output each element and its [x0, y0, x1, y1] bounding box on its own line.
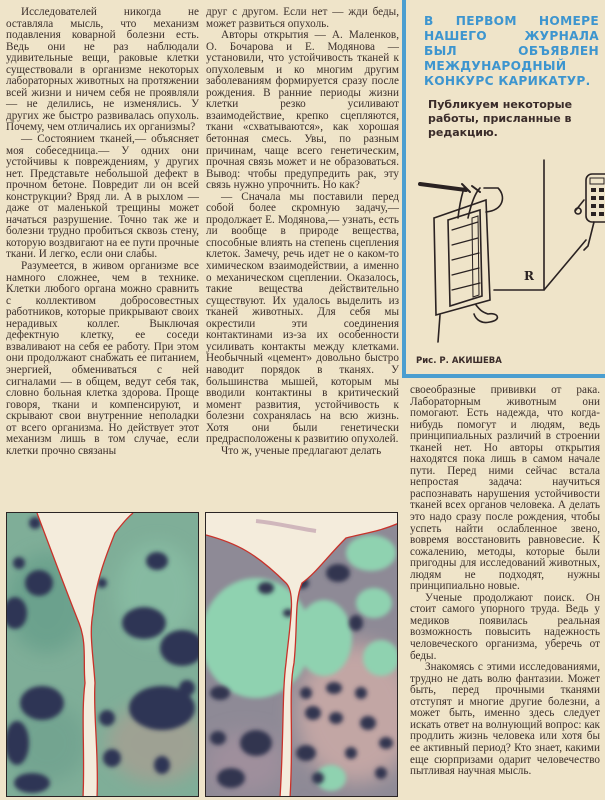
- paragraph: — Состоянием тканей,— объясняет моя собеседница.— У одних они устойчивы к повреждениям, у других нет. Представьте небольшой дефект в прочном бетоне. Повредит ли он всей конструкции? Вряд ли. А в рыхлом — даже от маленькой трещины может начаться разрушение. Точно так же и болезни трудно пробиться сквозь стену, которую воздвигают на ее пути прочные ткани. И легко, если они слабы.: [6, 133, 199, 261]
- paragraph: Знакомясь с этими исследованиями, трудно не дать волю фантазии. Может быть, перед прочными тканями отступят и многие другие болезни, а может быть, именно здесь следует искать ответ на волнующий вопрос: как продлить жизнь человека или хотя бы ее активный период? Кто знает, какими еще сюрпризами одарит человечество пытливая научная мысль.: [410, 661, 600, 778]
- paragraph: друг с другом. Если нет — жди беды, может развиться опухоль.: [206, 6, 399, 30]
- paragraph: своеобразные прививки от рака. Лабораторным животным они помогают. Есть надежда, что когда-нибудь помогут и людям, ведь принципиальных различий в строении тканей нет. Но авторы открытия находятся пока лишь в самом начале пути. Перед ними сейчас встала непростая задача: научиться распознавать нарушения устойчивости тканей всех органов человека. А делать это надо сразу после рождения, чтобы успеть найти ослабленное звено, вовремя восстановить равновесие. К сожалению, методы, которые были пригодны для исследований животных, людям не подходят, нужны принципиально новые.: [410, 384, 600, 593]
- paragraph: Разумеется, в живом организме все намного сложнее, чем в технике. Клетки любого органа можно сравнить с коллективом добросовестных работников, которые прикрывают своих нерадивых коллег. Выключая дефектную клетку, ее соседи взваливают на себя ее работу. При этом они продолжают снабжать ее питанием, энергией, обмениваться с ней сигналами — в общем, ведут себя так, словно больная клетка здорова. Проще говоря, ткани и компенсируют, и скрывают свои внутренние неполадки от всего организма. Но действует этот механизм лишь в том случае, если клетки прочно связаны: [6, 260, 199, 457]
- tissue-illustration-strong: [6, 512, 199, 797]
- paragraph: Исследователей никогда не оставляла мысль, что механизм подавления коварной болезни есть. Ведь они не раз наблюдали удивительные вещи, раковые клетки существовали в организме некоторых лабораторных животных на протяжении всей жизни и ничем себя не проявляли — не делились, не изменялись. У других же быстро развивалась опухоль. Почему, чем отличались их организмы?: [6, 6, 199, 134]
- article-column-3: [410, 385, 600, 778]
- contest-subheading: Публикуем некоторые работы, присланные в редакцию.: [428, 98, 573, 139]
- tissue-illustration-weak: [205, 512, 398, 797]
- article-column-2: [206, 7, 399, 457]
- paragraph: — Сначала мы поставили перед собой более скромную задачу,— продолжает Е. Модянова,— узнать, есть ли вообще в природе вещества, способные влиять на степень сцепления клеток. Замечу, речь идет не о каком-то химическом взаимодействии, а именно о механическом сцеплении. Оказалось, такие вещества действительно существуют. Их удалось выделить из тканей животных. Для себя мы окрестили эти соединения контактинами из-за их особенности усиливать контакты между клетками. Необычный «цемент» довольно быстро наводит порядок в тканях. У большинства мышей, которым мы вводили контактины в критический момент развития, устойчивость к болезни сохранялась на всю жизнь. Хотя они были генетически предрасположены к развитию опухолей.: [206, 190, 399, 446]
- caricature-contest-box: [402, 0, 605, 378]
- artist-signature-mark: R: [524, 269, 534, 283]
- cartoon-illustration: [406, 100, 605, 345]
- paragraph: Авторы открытия — А. Маленков, О. Бочарова и Е. Модянова — установили, что устойчивость тканей к опухолевым и ко многим другим заболеваниям формируется сразу после рождения. В ранние периоды жизни клетки резко усиливают взаимодействие, крепко сцепляются, ткани «схватываются», как хорошая бетонная смесь. Увы, по разным причинам, чаще всего генетическим, прочная связь может и не образоваться. Вывод: чтобы предупредить рак, эту связь нужно упрочнить. Но как?: [206, 29, 399, 192]
- article-column-1: [6, 7, 199, 457]
- paragraph: Ученые продолжают поиск. Он стоит самого упорного труда. Ведь у медиков появилась реальная возможность повысить надежность человеческого организма, уберечь от беды.: [410, 591, 600, 662]
- illustration-caption: Рис. Р. АКИШЕВА: [416, 356, 502, 366]
- contest-heading: В ПЕРВОМ НОМЕРЕ НАШЕГО ЖУРНАЛА БЫЛ ОБЪЯВЛЕН МЕЖДУНАРОДНЫЙ КОНКУРС КАРИКАТУР.: [424, 14, 599, 88]
- paragraph: Что ж, ученые предлагают делать: [221, 444, 382, 457]
